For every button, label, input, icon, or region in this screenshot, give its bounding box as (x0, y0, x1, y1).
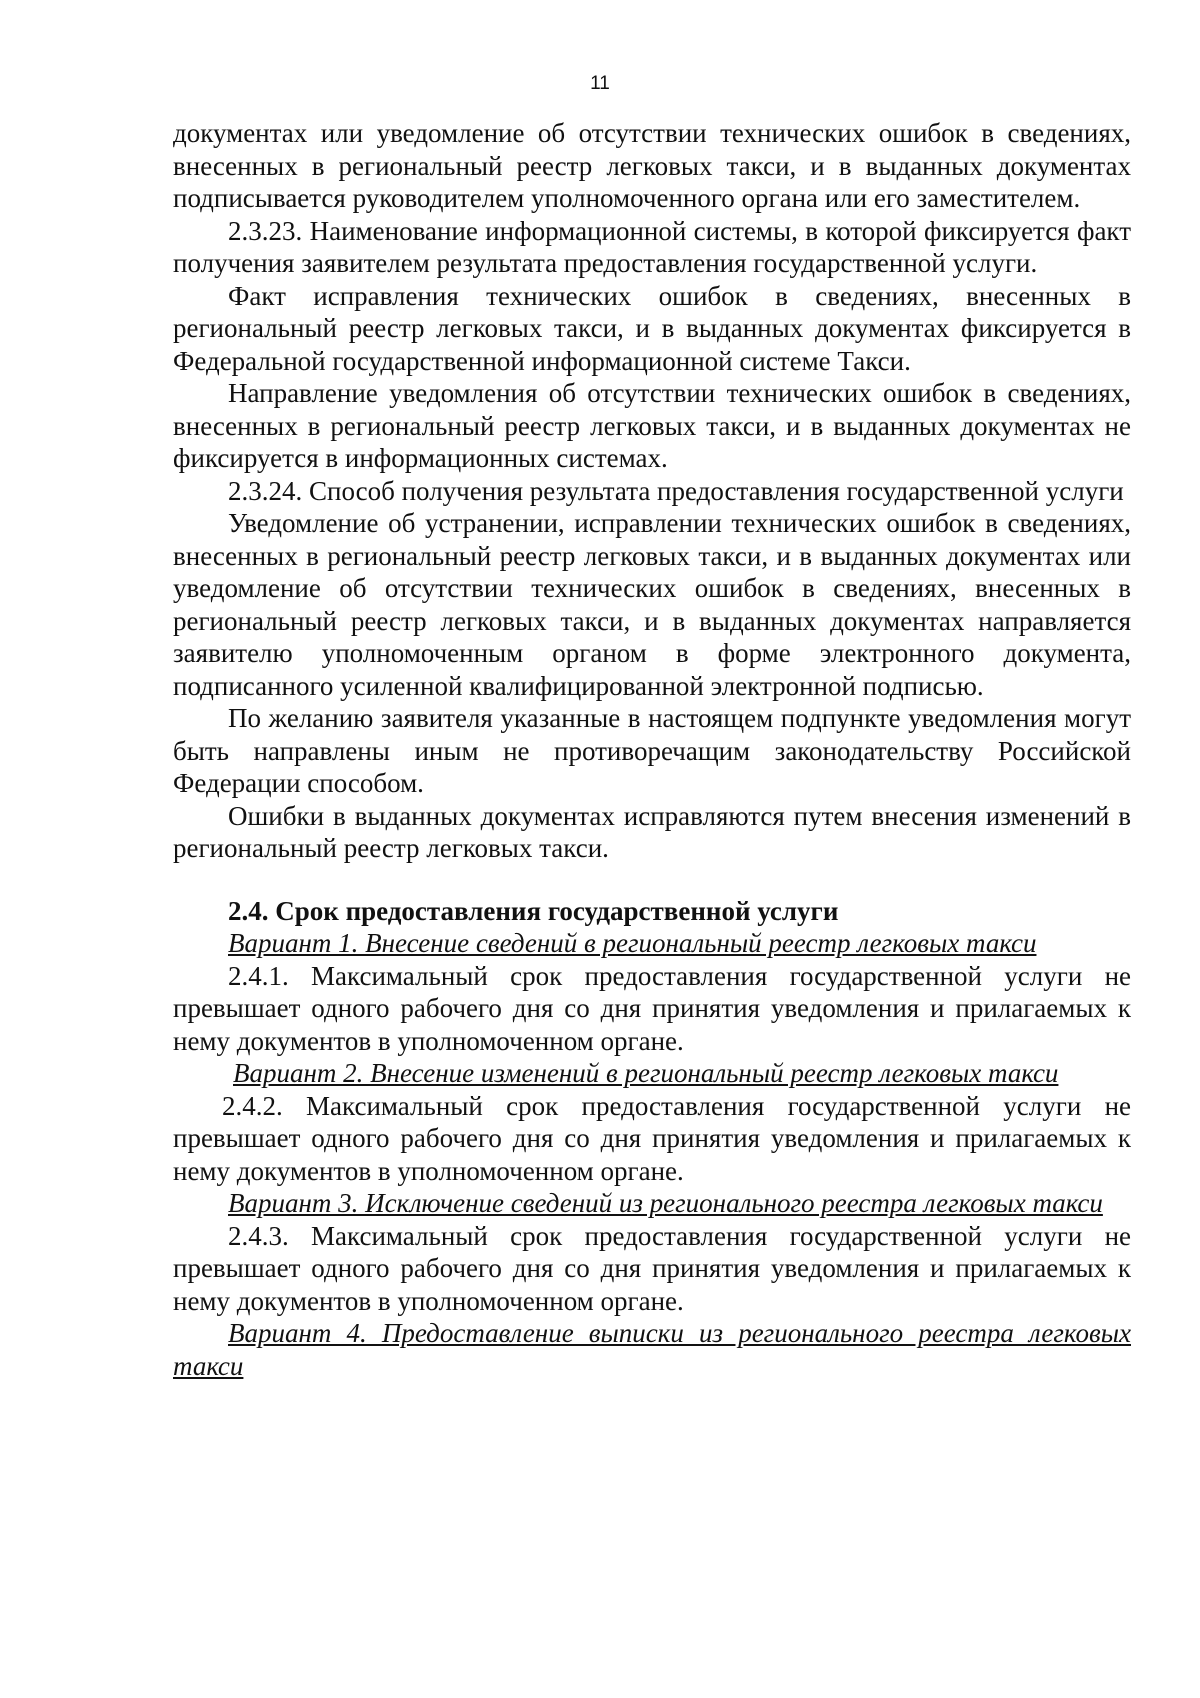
paragraph-fact-correction: Факт исправления технических ошибок в сведениях, внесенных в региональный реестр легковых такси, и в выданных документах фиксируется в Федеральной государственной информационной системе Такси. (173, 280, 1131, 376)
variant-3-title: Вариант 3. Исключение сведений из регионального реестра легковых такси (228, 1188, 1103, 1218)
paragraph-applicant-request: По желанию заявителя указанные в настоящем подпункте уведомления могут быть направлены иным не противоречащим законодательству Российской Федерации способом. (173, 703, 1131, 798)
variant-4-title: Вариант 4. Предоставление выписки из регионального реестра легковых такси (173, 1318, 1131, 1381)
paragraph-continuation: документах или уведомление об отсутствии технических ошибок в сведениях, внесенных в региональный реестр легковых такси, и в выданных документах подписывается руководителем уполномоченного органа или его заместителем. (173, 118, 1131, 213)
paragraph-notice-no-errors: Направление уведомления об отсутствии технических ошибок в сведениях, внесенных в региональный реестр легковых такси, и в выданных документах не фиксируется в информационных системах. (173, 378, 1131, 473)
section-heading-2-4: 2.4. Срок предоставления государственной услуги (228, 895, 839, 926)
variant-2-title: Вариант 2. Внесение изменений в региональный реестр легковых такси (233, 1058, 1059, 1088)
item-2-4-2: 2.4.2. Максимальный срок предоставления государственной услуги не превышает одного рабочего дня со дня принятия уведомления и прилагаемых к нему документов в уполномоченном органе. (173, 1090, 1131, 1186)
paragraph-notice-elimination: Уведомление об устранении, исправлении технических ошибок в сведениях, внесенных в региональный реестр легковых такси, и в выданных документах или уведомление об отсутствии технических ошибок в сведениях, внесенных в региональный реестр легковых такси, и в выданных документах направляется заявителю уполномоченным органом в форме электронного документа, подписанного усиленной квалифицированной электронной подписью. (173, 508, 1131, 701)
paragraph-2-3-24: 2.3.24. Способ получения результата предоставления государственной услуги (228, 475, 1124, 506)
item-2-4-3: 2.4.3. Максимальный срок предоставления государственной услуги не превышает одного рабочего дня со дня принятия уведомления и прилагаемых к нему документов в уполномоченном органе. (173, 1220, 1131, 1316)
paragraph-2-3-23: 2.3.23. Наименование информационной системы, в которой фиксируется факт получения заявителем результата предоставления государственной услуги. (173, 215, 1131, 278)
item-2-4-1: 2.4.1. Максимальный срок предоставления государственной услуги не превышает одного рабочего дня со дня принятия уведомления и прилагаемых к нему документов в уполномоченном органе. (173, 960, 1131, 1056)
document-body (173, 117, 1131, 1382)
variant-1-title: Вариант 1. Внесение сведений в региональный реестр легковых такси (228, 928, 1037, 958)
page-number: 11 (590, 73, 610, 94)
paragraph-errors-corrected: Ошибки в выданных документах исправляются путем внесения изменений в региональный реестр легковых такси. (173, 800, 1131, 863)
